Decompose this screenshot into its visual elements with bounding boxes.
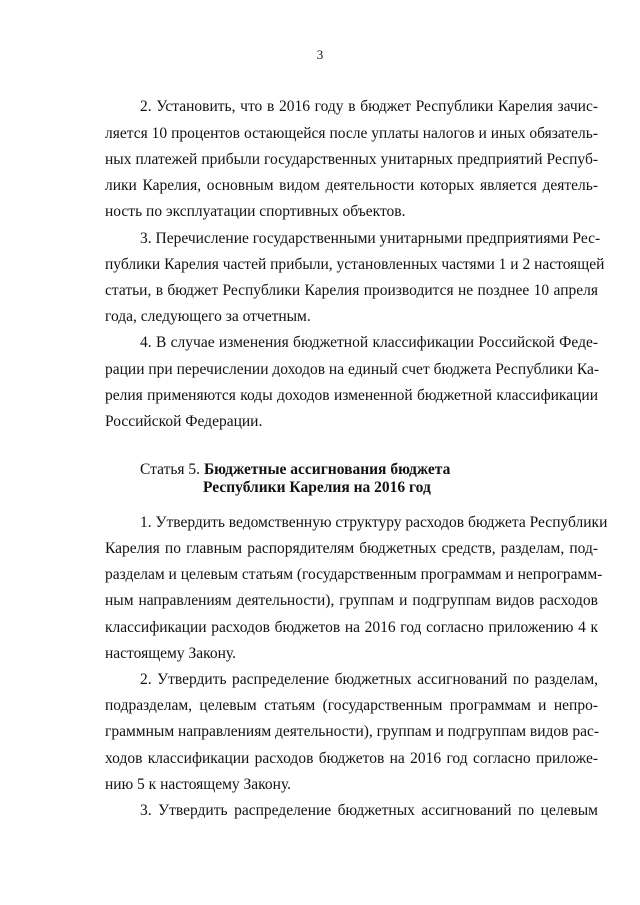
- page-number: 3: [316, 47, 324, 62]
- paragraph-line: релия применяются коды доходов измененной бюджетной классификации: [105, 387, 598, 404]
- article-label: Статья 5.: [140, 461, 201, 478]
- paragraph-line: 3. Утвердить распределение бюджетных ассигнований по целевым: [140, 802, 598, 819]
- paragraph-line: года, следующего за отчетным.: [105, 308, 311, 325]
- paragraph-line: настоящему Закону.: [105, 645, 236, 662]
- paragraph-line: рации при перечислении доходов на единый счет бюджета Республики Ка-: [105, 361, 600, 378]
- paragraph-line: ходов классификации расходов бюджетов на 2016 год согласно приложе-: [105, 750, 598, 767]
- article-title-line1: Бюджетные ассигнования бюджета: [203, 461, 451, 478]
- article-heading: [140, 460, 450, 480]
- article-title-line2: Республики Карелия на 2016 год: [203, 479, 431, 496]
- paragraph-line: подразделам, целевым статьям (государственным программам и непро-: [105, 697, 598, 714]
- paragraph-line: 3. Перечисление государственными унитарными предприятиями Рес-: [140, 230, 601, 247]
- paragraph-line: классификации расходов бюджетов на 2016 год согласно приложению 4 к: [105, 619, 598, 636]
- paragraph-line: нию 5 к настоящему Закону.: [105, 776, 292, 793]
- paragraph-line: публики Карелия частей прибыли, установленных частями 1 и 2 настоящей: [105, 256, 605, 273]
- paragraph-line: статьи, в бюджет Республики Карелия производится не позднее 10 апреля: [105, 282, 598, 299]
- paragraph-line: 2. Утвердить распределение бюджетных ассигнований по разделам,: [140, 671, 598, 688]
- paragraph-line: ных платежей прибыли государственных унитарных предприятий Респуб-: [105, 151, 598, 168]
- paragraph-line: граммным направлениям деятельности), группам и подгруппам видов рас-: [105, 723, 600, 740]
- paragraph-line: 1. Утвердить ведомственную структуру расходов бюджета Республики: [140, 514, 608, 531]
- article-heading-continuation: [203, 478, 431, 498]
- paragraph-line: ность по эксплуатации спортивных объектов.: [105, 203, 406, 220]
- paragraph-line: 4. В случае изменения бюджетной классификации Российской Феде-: [140, 334, 598, 351]
- paragraph-line: лики Карелия, основным видом деятельности которых является деятель-: [105, 177, 598, 194]
- paragraph-line: 2. Установить, что в 2016 году в бюджет Республики Карелия зачис-: [140, 98, 598, 115]
- paragraph-line: ляется 10 процентов остающейся после уплаты налогов и иных обязатель-: [105, 125, 598, 142]
- paragraph-line: ным направлениям деятельности), группам и подгруппам видов расходов: [105, 592, 598, 609]
- paragraph-line: Российской Федерации.: [105, 413, 263, 430]
- paragraph-line: Карелия по главным распорядителям бюджетных средств, разделам, под-: [105, 540, 598, 557]
- paragraph-line: разделам и целевым статьям (государственным программам и непрограмм-: [105, 566, 603, 583]
